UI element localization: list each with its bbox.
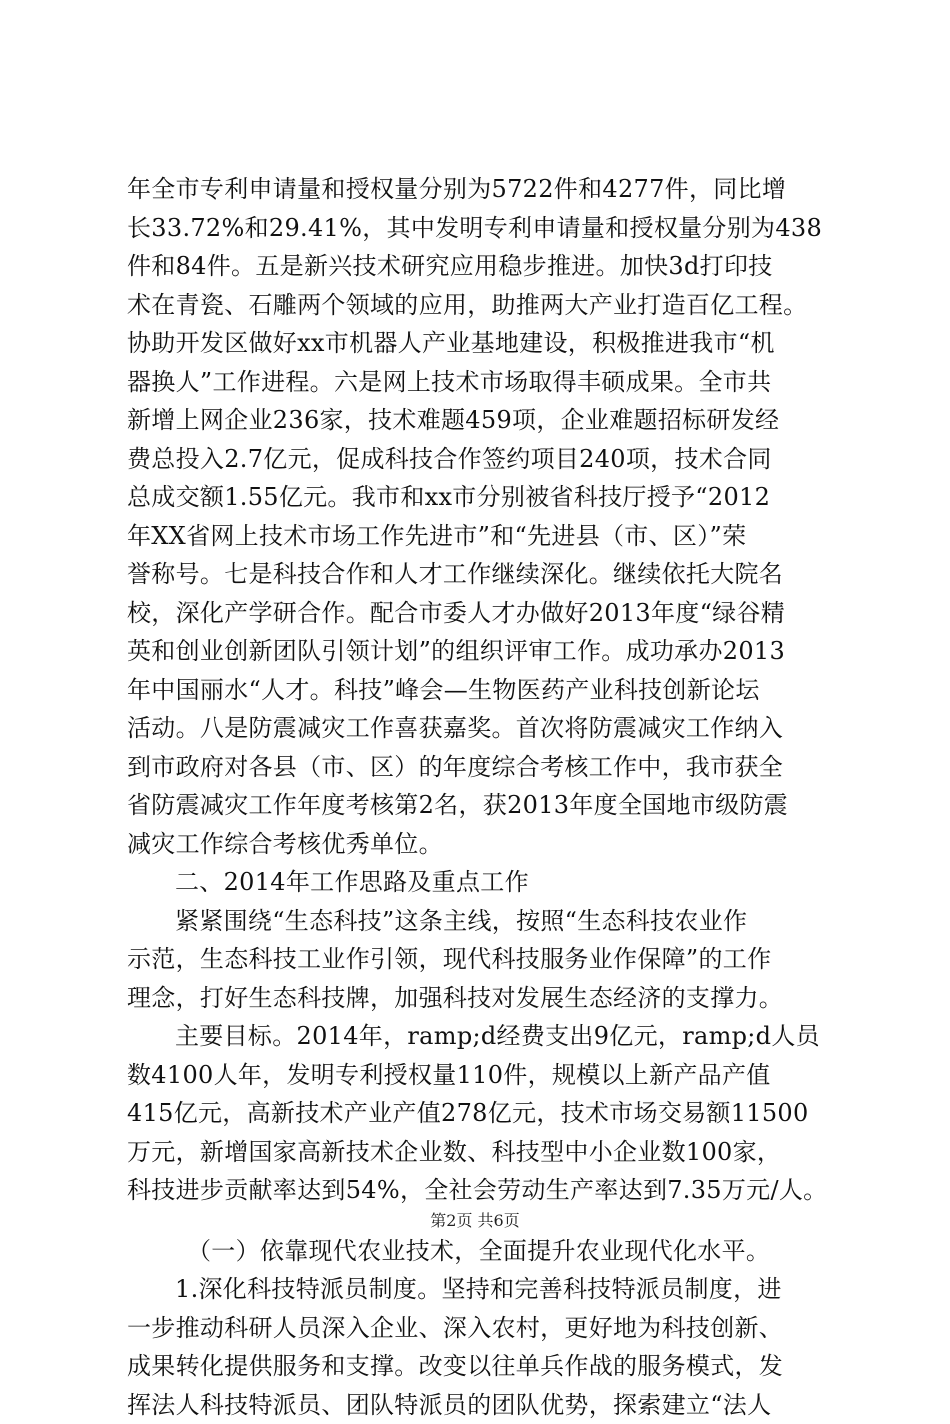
text-line: 新增上网企业236家，技术难题459项，企业难题招标研发经 bbox=[127, 401, 827, 440]
text-line: 成果转化提供服务和支撑。改变以往单兵作战的服务模式，发 bbox=[127, 1347, 827, 1386]
text-line: 件和84件。五是新兴技术研究应用稳步推进。加快3d打印技 bbox=[127, 247, 827, 286]
paragraph-start-line: 主要目标。2014年，ramp;d经费支出9亿元，ramp;d人员 bbox=[127, 1017, 827, 1056]
text-line: 挥法人科技特派员、团队特派员的团队优势，探索建立“法人 bbox=[127, 1386, 827, 1424]
text-line: 誉称号。七是科技合作和人才工作继续深化。继续依托大院名 bbox=[127, 555, 827, 594]
paragraph-start-line: 1.深化科技特派员制度。坚持和完善科技特派员制度，进 bbox=[127, 1270, 827, 1309]
text-line: 英和创业创新团队引领计划”的组织评审工作。成功承办2013 bbox=[127, 632, 827, 671]
text-line: 术在青瓷、石雕两个领域的应用，助推两大产业打造百亿工程。 bbox=[127, 286, 827, 325]
section-heading: 二、2014年工作思路及重点工作 bbox=[127, 863, 827, 902]
text-line: 数4100人年，发明专利授权量110件，规模以上新产品产值 bbox=[127, 1056, 827, 1095]
text-line: 协助开发区做好xx市机器人产业基地建设，积极推进我市“机 bbox=[127, 324, 827, 363]
text-line: 年XX省网上技术市场工作先进市”和“先进县（市、区）”荣 bbox=[127, 517, 827, 556]
text-line: 省防震减灾工作年度考核第2名，获2013年度全国地市级防震 bbox=[127, 786, 827, 825]
paragraph-start-line: 紧紧围绕“生态科技”这条主线，按照“生态科技农业作 bbox=[127, 902, 827, 941]
text-line: 415亿元，高新技术产业产值278亿元，技术市场交易额11500 bbox=[127, 1094, 827, 1133]
text-line: 器换人”工作进程。六是网上技术市场取得丰硕成果。全市共 bbox=[127, 363, 827, 402]
text-line: 校，深化产学研合作。配合市委人才办做好2013年度“绿谷精 bbox=[127, 594, 827, 633]
document-body bbox=[127, 170, 827, 1424]
text-line: 年全市专利申请量和授权量分别为5722件和4277件，同比增 bbox=[127, 170, 827, 209]
text-line: 年中国丽水“人才。科技”峰会—生物医药产业科技创新论坛 bbox=[127, 671, 827, 710]
text-line: 万元，新增国家高新技术企业数、科技型中小企业数100家， bbox=[127, 1133, 827, 1172]
text-line: 理念，打好生态科技牌，加强科技对发展生态经济的支撑力。 bbox=[127, 979, 827, 1018]
text-line: 费总投入2.7亿元，促成科技合作签约项目240项，技术合同 bbox=[127, 440, 827, 479]
text-line: 总成交额1.55亿元。我市和xx市分别被省科技厅授予“2012 bbox=[127, 478, 827, 517]
text-line: 活动。八是防震减灾工作喜获嘉奖。首次将防震减灾工作纳入 bbox=[127, 709, 827, 748]
text-line: 示范，生态科技工业作引领，现代科技服务业作保障”的工作 bbox=[127, 940, 827, 979]
text-line: 减灾工作综合考核优秀单位。 bbox=[127, 825, 827, 864]
text-line: 科技进步贡献率达到54%，全社会劳动生产率达到7.35万元/人。 bbox=[127, 1171, 827, 1210]
text-line: 长33.72%和29.41%，其中发明专利申请量和授权量分别为438 bbox=[127, 209, 827, 248]
page-number: 第2页 共6页 bbox=[430, 1211, 519, 1230]
page-footer bbox=[0, 1208, 950, 1231]
text-line: 到市政府对各县（市、区）的年度综合考核工作中，我市获全 bbox=[127, 748, 827, 787]
subsection-heading: （一）依靠现代农业技术，全面提升农业现代化水平。 bbox=[127, 1232, 827, 1271]
text-line: 一步推动科研人员深入企业、深入农村，更好地为科技创新、 bbox=[127, 1309, 827, 1348]
